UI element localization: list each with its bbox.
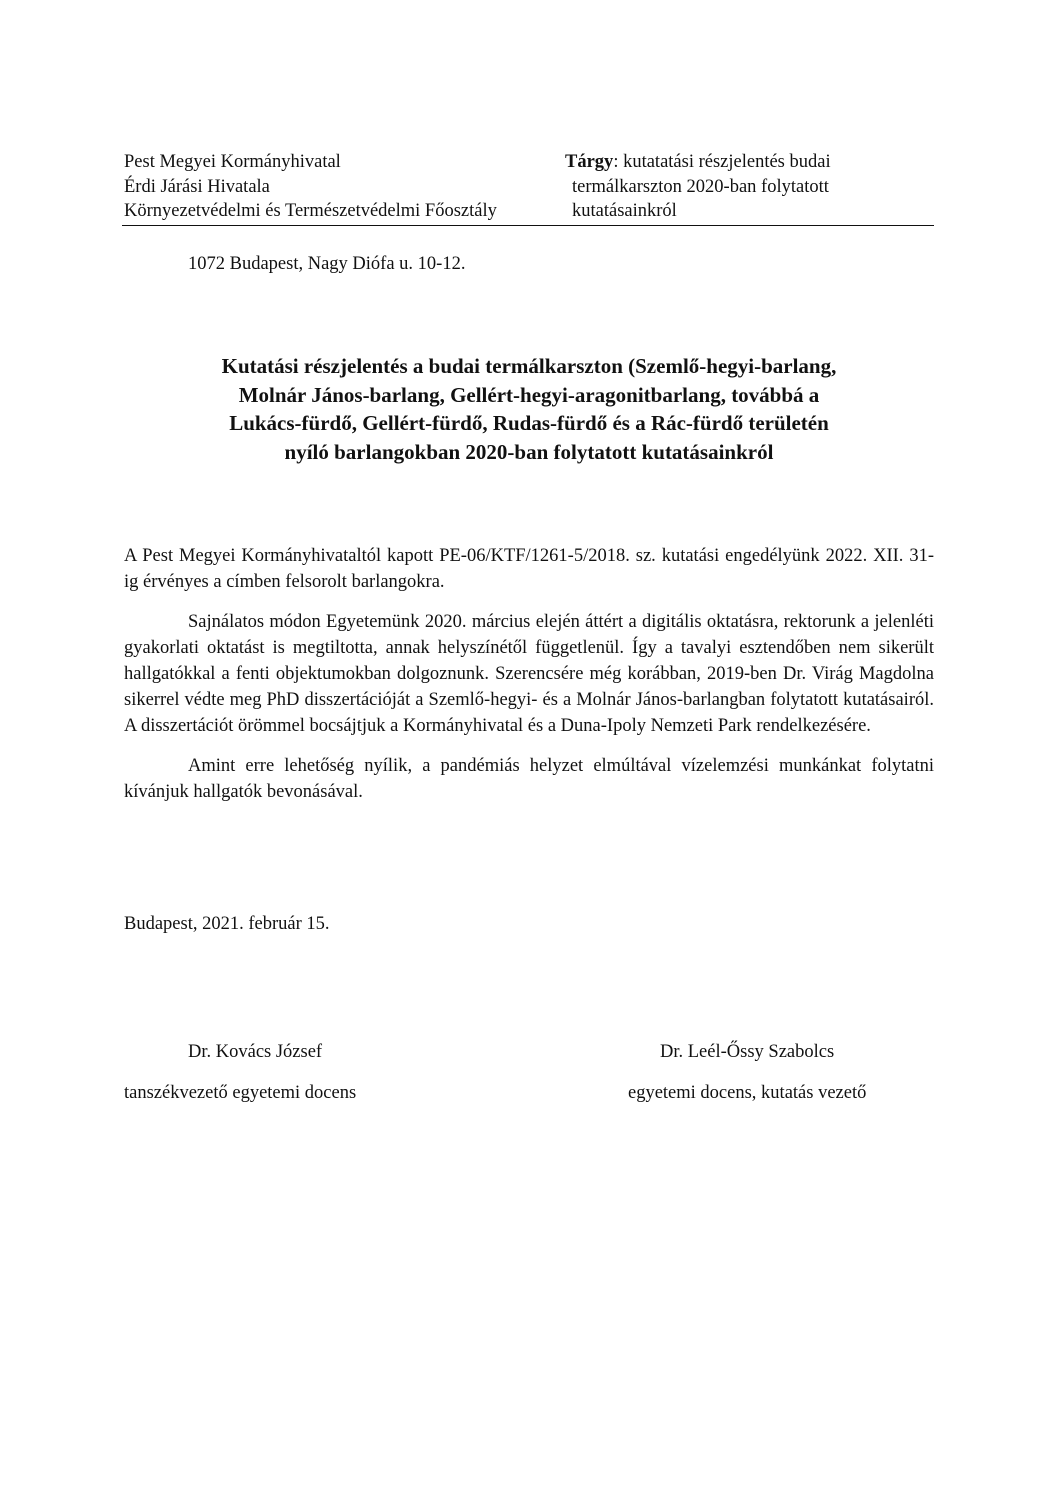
place-date: Budapest, 2021. február 15.	[124, 914, 330, 934]
recipient-block	[124, 150, 497, 224]
recipient-line-1: Pest Megyei Kormányhivatal	[124, 152, 341, 172]
recipient-line-3: Környezetvédelmi és Természetvédelmi Főosztály	[124, 201, 497, 221]
body-text	[124, 543, 934, 819]
paragraph-3: Amint erre lehetőség nyílik, a pandémiás helyzet elmúltával vízelemzési munkánkat folytatni kívánjuk hallgatók bevonásával.	[124, 756, 934, 802]
subject-line-2: termálkarszton 2020-ban folytatott	[572, 176, 829, 197]
subject-label: Tárgy	[565, 152, 614, 172]
subject-line-3: kutatásainkról	[572, 201, 677, 221]
title-line-4: nyíló barlangokban 2020-ban folytatott kutatásainkról	[284, 439, 774, 464]
address: 1072 Budapest, Nagy Diófa u. 10-12.	[188, 254, 466, 274]
subject-block	[565, 150, 831, 224]
signature-right-title: egyetemi docens, kutatás vezető	[628, 1083, 867, 1103]
paragraph-2: Sajnálatos módon Egyetemünk 2020. március elején áttért a digitális oktatásra, rektorunk a jelenléti gyakorlati oktatást is megtiltotta, annak helyszínétől függetlenül. Így a tavalyi esztendőben nem sikerült hallgatókkal a fenti objektumokban dolgoznunk. Szerencsére még korábban, 2019-ben Dr. Virág Magdolna sikerrel védte meg PhD disszertációját a Szemlő-hegyi- és a Molnár János-barlangban folytatott kutatásairól. A disszertációt örömmel bocsájtjuk a Kormányhivatal és a Duna-Ipoly Nemzeti Park rendelkezésére.	[124, 612, 934, 736]
signature-right-name: Dr. Leél-Őssy Szabolcs	[660, 1042, 835, 1062]
document-title	[124, 352, 934, 466]
subject-line-1	[565, 150, 831, 175]
paragraph-1: A Pest Megyei Kormányhivataltól kapott PE-06/KTF/1261-5/2018. sz. kutatási engedélyünk 2022. XII. 31-ig érvényes a címben felsorolt barlangokra.	[124, 546, 934, 592]
signature-left-name: Dr. Kovács József	[188, 1042, 323, 1062]
header-divider	[122, 225, 934, 226]
title-line-3: Lukács-fürdő, Gellért-fürdő, Rudas-fürdő és a Rác-fürdő területén	[229, 411, 829, 435]
signature-left-title: tanszékvezető egyetemi docens	[124, 1083, 357, 1103]
title-line-1: Kutatási részjelentés a budai termálkarszton (Szemlő-hegyi-barlang,	[221, 354, 837, 378]
subject-text-1: : kutatatási részjelentés budai	[613, 152, 831, 172]
recipient-line-2: Érdi Járási Hivatala	[124, 176, 270, 197]
title-line-2: Molnár János-barlang, Gellért-hegyi-aragonitbarlang, továbbá a	[238, 382, 820, 407]
